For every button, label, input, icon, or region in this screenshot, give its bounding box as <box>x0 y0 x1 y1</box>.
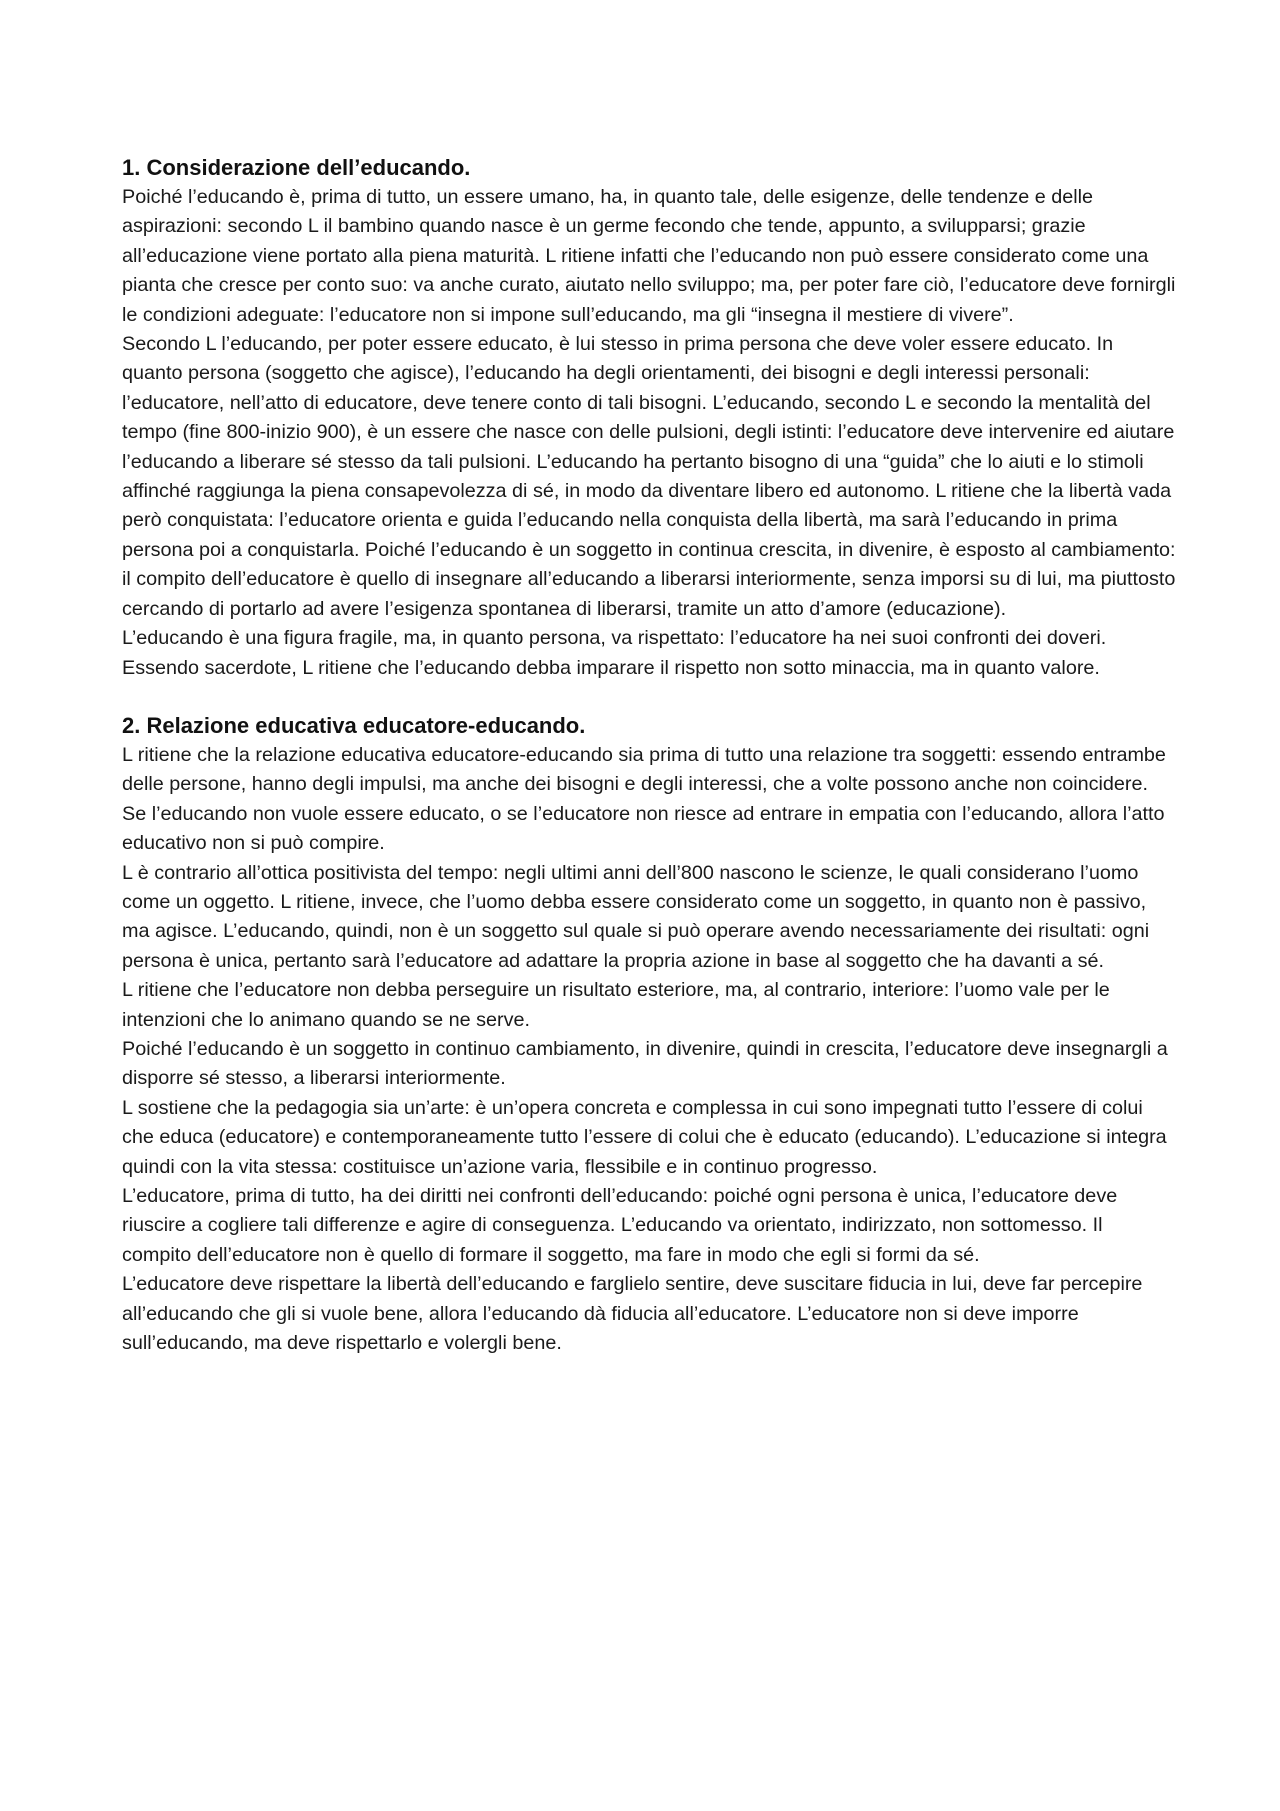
paragraph: Poiché l’educando è un soggetto in continuo cambiamento, in divenire, quindi in crescita, l’educatore deve insegnargli a disporre sé stesso, a liberarsi interiormente. <box>122 1037 1168 1090</box>
paragraph: L è contrario all’ottica positivista del tempo: negli ultimi anni dell’800 nascono le scienze, le quali considerano l’uomo come un oggetto. L ritiene, invece, che l’uomo debba essere considerato come un soggetto, in quanto non è passivo, ma agisce. L’educando, quindi, non è un soggetto sul quale si può operare avendo necessariamente dei risultati: ogni persona è unica, pertanto sarà l’educatore ad adattare la propria azione in base al soggetto che ha davanti a sé. <box>122 861 1150 972</box>
paragraph: L ritiene che l’educatore non debba perseguire un risultato esteriore, ma, al contrario, interiore: l’uomo vale per le intenzioni che lo animano quando se ne serve. <box>122 979 1110 1031</box>
document-body <box>122 153 1177 1358</box>
paragraph: L ritiene che la relazione educativa educatore-educando sia prima di tutto una relazione tra soggetti: essendo entrambe delle persone, hanno degli impulsi, ma anche dei bisogni e degli interessi, che a volte possono anche non coincidere. Se l’educando non vuole essere educato, o se l’educatore non riesce ad entrare in empatia con l’educando, allora l’atto educativo non si può compire. <box>122 743 1166 855</box>
paragraph: L sostiene che la pedagogia sia un’arte: è un’opera concreta e complessa in cui sono impegnati tutto l’essere di colui che educa (educatore) e contemporaneamente tutto l’essere di colui che è educato (educando). L’educazione si integra quindi con la vita stessa: costituisce un’azione varia, flessibile e in continuo progresso. <box>122 1096 1167 1178</box>
paragraph: L’educatore deve rispettare la libertà dell’educando e farglielo sentire, deve suscitare fiducia in lui, deve far percepire all’educando che gli si vuole bene, allora l’educando dà fiducia all’educatore. L’educatore non si deve imporre sull’educando, ma deve rispettarlo e volergli bene. <box>122 1273 1143 1355</box>
paragraph: Poiché l’educando è, prima di tutto, un essere umano, ha, in quanto tale, delle esigenze, delle tendenze e delle aspirazioni: secondo L il bambino quando nasce è un germe fecondo che tende, appunto, a svilupparsi; grazie all’educazione viene portato alla piena maturità. L ritiene infatti che l’educando non può essere considerato come una pianta che cresce per conto suo: va anche curato, aiutato nello sviluppo; ma, per poter fare ciò, l’educatore deve fornirgli le condizioni adeguate: l’educatore non si impone sull’educando, ma gli “insegna il mestiere di vivere”. <box>122 186 1176 326</box>
section-heading: 2. Relazione educativa educatore-educando. <box>122 712 586 738</box>
paragraph: L’educatore, prima di tutto, ha dei diritti nei confronti dell’educando: poiché ogni persona è unica, l’educatore deve riuscire a cogliere tali differenze e agire di conseguenza. L’educando va orientato, indirizzato, non sottomesso. Il compito dell’educatore non è quello di formare il soggetto, ma fare in modo che egli si formi da sé. <box>122 1185 1118 1266</box>
paragraph: Essendo sacerdote, L ritiene che l’educando debba imparare il rispetto non sotto minaccia, ma in quanto valore. <box>122 656 1100 679</box>
section-heading: 1. Considerazione dell’educando. <box>122 155 471 180</box>
paragraph: Secondo L l’educando, per poter essere educato, è lui stesso in prima persona che deve voler essere educato. In quanto persona (soggetto che agisce), l’educando ha degli orientamenti, dei bisogni e degli interessi personali: l’educatore, nell’atto di educatore, deve tenere conto di tali bisogni. L’educando, secondo L e secondo la mentalità del tempo (fine 800-inizio 900), è un essere che nasce con delle pulsioni, degli istinti: l’educatore deve intervenire ed aiutare l’educando a liberare sé stesso da tali pulsioni. L’educando ha pertanto bisogno di una “guida” che lo aiuti e lo stimoli affinché raggiunga la piena consapevolezza di sé, in modo da diventare libero ed autonomo. L ritiene che la libertà vada però conquistata: l’educatore orienta e guida l’educando nella conquista della libertà, ma sarà l’educando in prima persona poi a conquistarla. Poiché l’educando è un soggetto in continua crescita, in divenire, è esposto al cambiamento: il compito dell’educatore è quello di insegnare all’educando a liberarsi interiormente, senza imporsi su di lui, ma piuttosto cercando di portarlo ad avere l’esigenza spontanea di liberarsi, tramite un atto d’amore (educazione). <box>122 333 1176 620</box>
section-considerazione-educando <box>122 153 1177 683</box>
section-relazione-educativa <box>122 711 1177 1359</box>
paragraph: L’educando è una figura fragile, ma, in quanto persona, va rispettato: l’educatore ha nei suoi confronti dei doveri. <box>122 627 1107 650</box>
